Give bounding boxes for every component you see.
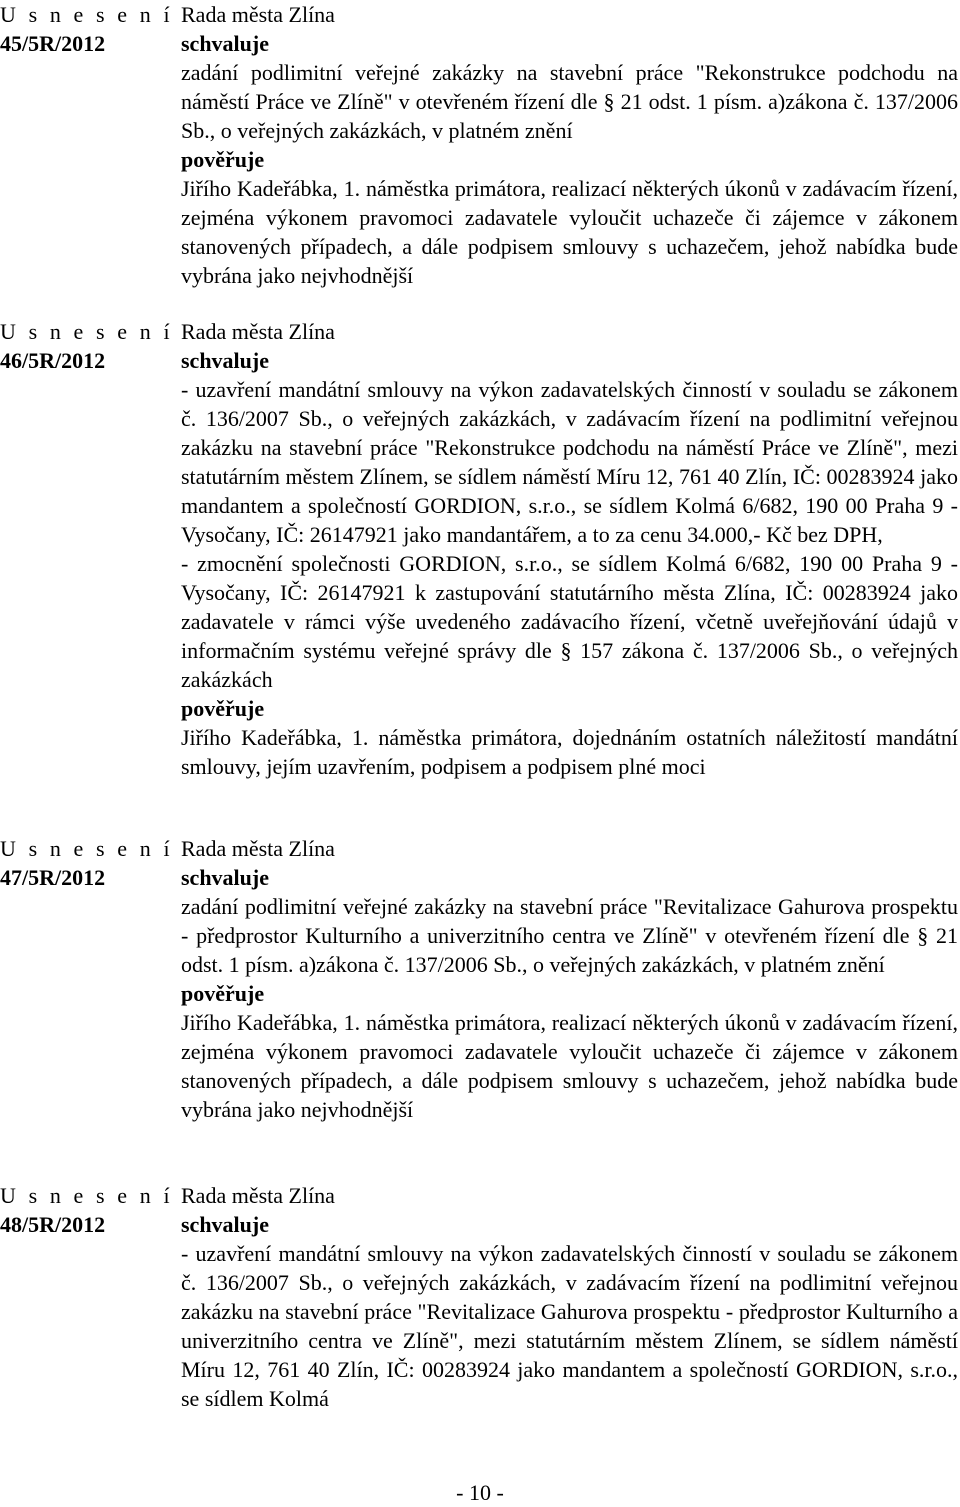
resolution-number: 46/5R/2012 [0, 348, 106, 373]
verb-approves: schvaluje [181, 31, 269, 56]
resolution-number: 48/5R/2012 [0, 1212, 106, 1237]
verb-approves: schvaluje [181, 865, 269, 890]
resolution-label: U s n e s e n í [0, 836, 174, 861]
verb-authorizes: pověřuje [181, 981, 265, 1006]
resolution-body [181, 834, 958, 1124]
verb-authorizes: pověřuje [181, 147, 265, 172]
resolution-text: zadání podlimitní veřejné zakázky na stavební práce "Rekonstrukce podchodu na náměstí Práce ve Zlíně" v otevřeném řízení dle § 21 odst. 1 písm. a)zákona č. 137/2006 Sb., o veřejných zakázkách, v platném znění [181, 60, 958, 143]
resolution-text: Jiřího Kadeřábka, 1. náměstka primátora, realizací některých úkonů v zadávacím řízení, zejména výkonem pravomoci zadavatele vyloučit uchazeče či zájemce v zákonem stanovených případech, a dále podpisem smlouvy s uchazečem, jehož nabídka bude vybrána jako nejvhodnější [181, 176, 958, 288]
resolution-text: - zmocnění společnosti GORDION, s.r.o., se sídlem Kolmá 6/682, 190 00 Praha 9 - Vysočany, IČ: 26147921 k zastupování statutárního města Zlína, IČ: 00283924 jako zadavatele v rámci výše uvedeného zadávacího řízení, včetně uveřejňování údajů v informačním systému veřejné správy dle § 157 zákona č. 137/2006 Sb., o veřejných zakázkách [181, 551, 958, 692]
resolution-text: Jiřího Kadeřábka, 1. náměstka primátora, realizací některých úkonů v zadávacím řízení, zejména výkonem pravomoci zadavatele vyloučit uchazeče či zájemce v zákonem stanovených případech, a dále podpisem smlouvy s uchazečem, jehož nabídka bude vybrána jako nejvhodnější [181, 1010, 958, 1122]
resolution-body [181, 0, 958, 290]
resolution-text: zadání podlimitní veřejné zakázky na stavební práce "Revitalizace Gahurova prospektu - předprostor Kulturního a univerzitního centra ve Zlíně" v otevřeném řízení dle § 21 odst. 1 písm. a)zákona č. 137/2006 Sb., o veřejných zakázkách, v platném znění [181, 894, 958, 977]
resolution-label: U s n e s e n í [0, 1183, 174, 1208]
resolution-number: 45/5R/2012 [0, 31, 106, 56]
verb-approves: schvaluje [181, 1212, 269, 1237]
verb-approves: schvaluje [181, 348, 269, 373]
council-name: Rada města Zlína [181, 319, 335, 344]
council-name: Rada města Zlína [181, 1183, 335, 1208]
verb-authorizes: pověřuje [181, 696, 265, 721]
council-name: Rada města Zlína [181, 836, 335, 861]
resolution-body [181, 1181, 958, 1413]
resolution-body [181, 317, 958, 781]
resolution-text: - uzavření mandátní smlouvy na výkon zadavatelských činností v souladu se zákonem č. 136/2007 Sb., o veřejných zakázkách, v zadávacím řízení na podlimitní veřejnou zakázku na stavební práce "Rekonstrukce podchodu na náměstí Práce ve Zlíně", mezi statutárním městem Zlínem, se sídlem náměstí Míru 12, 761 40 Zlín, IČ: 00283924 jako mandantem a společností GORDION, s.r.o., se sídlem Kolmá 6/682, 190 00 Praha 9 - Vysočany, IČ: 26147921 jako mandantářem, a to za cenu 34.000,- Kč bez DPH, [181, 377, 958, 547]
resolution-label: U s n e s e n í [0, 319, 174, 344]
page-number: - 10 - [456, 1480, 504, 1505]
resolution-number: 47/5R/2012 [0, 865, 106, 890]
council-name: Rada města Zlína [181, 2, 335, 27]
resolution-text: - uzavření mandátní smlouvy na výkon zadavatelských činností v souladu se zákonem č. 136/2007 Sb., o veřejných zakázkách, v zadávacím řízení na podlimitní veřejnou zakázku na stavební práce "Revitalizace Gahurova prospektu - předprostor Kulturního a univerzitního centra ve Zlíně", mezi statutárním městem Zlínem, se sídlem náměstí Míru 12, 761 40 Zlín, IČ: 00283924 jako mandantem a společností GORDION, s.r.o., se sídlem Kolmá [181, 1241, 958, 1411]
resolution-text: Jiřího Kadeřábka, 1. náměstka primátora, dojednáním ostatních náležitostí mandátní smlouvy, jejím uzavřením, podpisem a podpisem plné moci [181, 725, 958, 779]
resolution-label: U s n e s e n í [0, 2, 174, 27]
